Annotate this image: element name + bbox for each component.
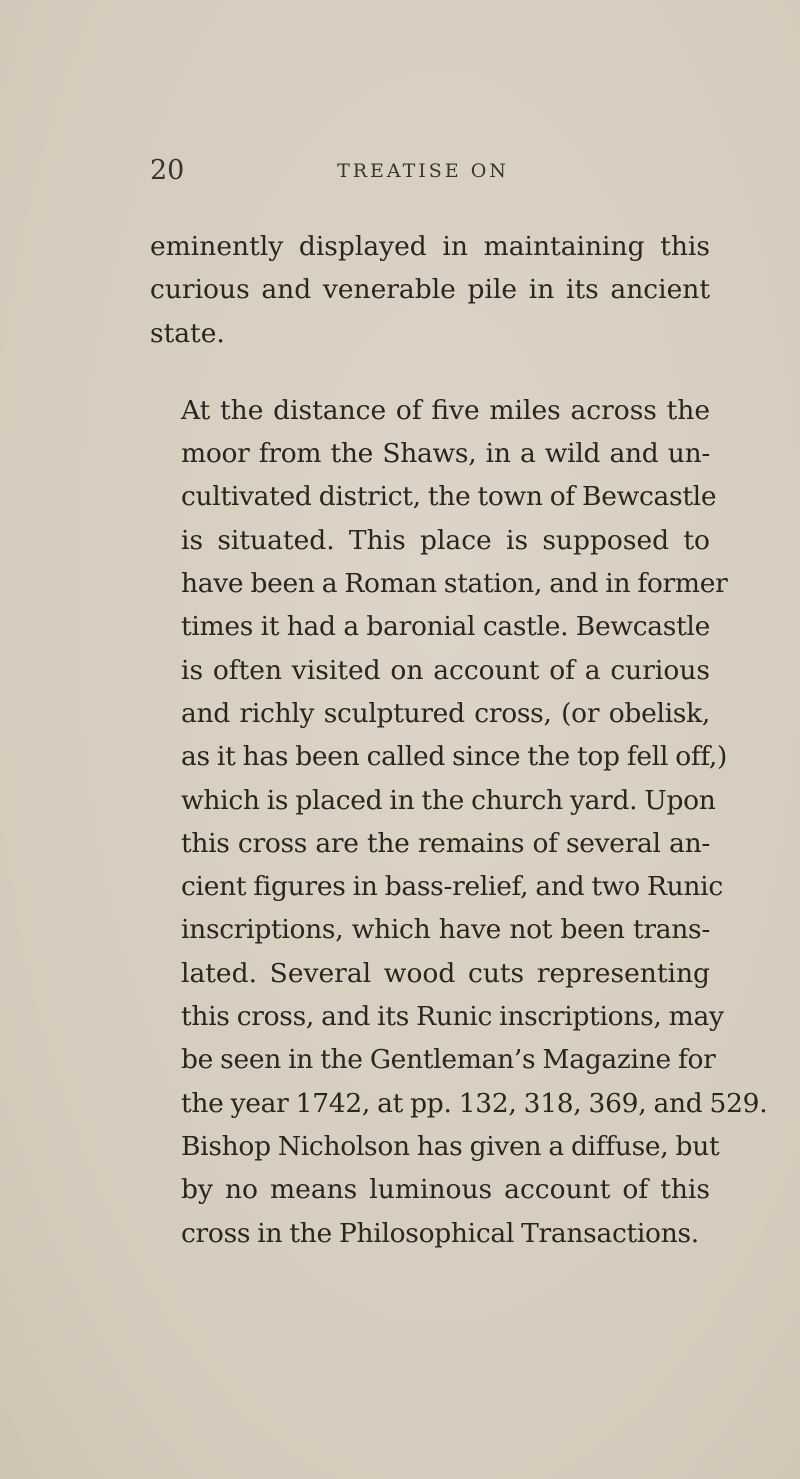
text-line: times it had a baronial castle. Bewcastle <box>181 611 710 643</box>
text-line: inscriptions, which have not been trans- <box>181 914 710 946</box>
text-line: the year 1742, at pp. 132, 318, 369, and 529. <box>181 1087 768 1119</box>
text-line: cross in the Philosophical Transactions. <box>181 1217 699 1249</box>
text-line: as it has been called since the top fell off,) <box>181 741 728 773</box>
text-line: At the distance of five miles across the <box>181 394 710 426</box>
body-text <box>150 225 768 1255</box>
text-line: be seen in the Gentleman’s Magazine for <box>181 1044 716 1076</box>
text-line: cient figures in bass-relief, and two Runic <box>181 871 723 903</box>
text-line: by no means luminous account of this <box>181 1174 710 1206</box>
text-line: is situated. This place is supposed to <box>181 524 710 556</box>
running-head <box>150 154 710 188</box>
paragraph-2 <box>150 389 768 1255</box>
page-number: 20 <box>150 155 185 186</box>
text-line: curious and venerable pile in its ancient <box>150 274 710 306</box>
text-line: is often visited on account of a curious <box>181 654 710 686</box>
text-line: cultivated district, the town of Bewcastle <box>181 481 717 513</box>
text-line: which is placed in the church yard. Upon <box>181 784 716 816</box>
text-line: state. <box>150 317 225 349</box>
running-title: TREATISE ON <box>337 160 509 182</box>
text-line: this cross are the remains of several an- <box>181 827 710 859</box>
text-line: and richly sculptured cross, (or obelisk, <box>181 697 710 729</box>
text-line: Bishop Nicholson has given a diffuse, but <box>181 1130 720 1162</box>
text-line: moor from the Shaws, in a wild and un- <box>181 438 710 470</box>
text-line: lated. Several wood cuts representing <box>181 957 710 989</box>
text-line: have been a Roman station, and in former <box>181 568 728 600</box>
text-line: eminently displayed in maintaining this <box>150 231 710 262</box>
paragraph-1 <box>150 225 710 355</box>
text-line: this cross, and its Runic inscriptions, may <box>181 1001 724 1033</box>
